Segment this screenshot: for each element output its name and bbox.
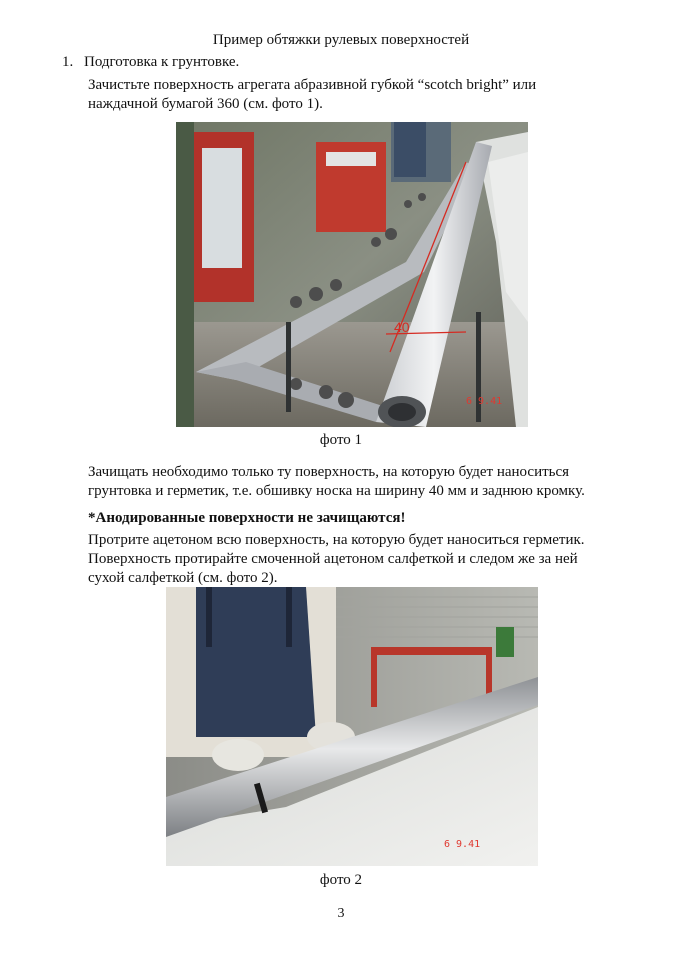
paragraph-3-line-1: Протрите ацетоном всю поверхность, на которую будет наноситься герметик. [88,532,585,548]
paragraph-3 [88,531,648,588]
list-item-1-heading [62,54,239,71]
paragraph-2-line-2: грунтовка и герметик, т.е. обшивку носка на ширину 40 мм и заднюю кромку. [88,483,585,499]
anodized-note: *Анодированные поверхности не зачищаются! [88,510,406,526]
photo-2-image [166,587,538,866]
photo-2-caption: фото 2 [319,872,363,888]
paragraph-1-line-1: Зачистьте поверхность агрегата абразивной губкой “scotch bright” или [88,77,537,93]
paragraph-3-line-2: Поверхность протирайте смоченной ацетоном салфеткой и следом же за ней [88,551,578,567]
photo-2 [166,587,538,866]
paragraph-1 [88,76,648,114]
paragraph-1-line-2: наждачной бумагой 360 (см. фото 1). [88,96,323,112]
page-number: 3 [337,906,345,921]
paragraph-2 [88,463,648,501]
page-title: Пример обтяжки рулевых поверхностей [212,32,470,48]
paragraph-2-line-1: Зачищать необходимо только ту поверхность, на которую будет наноситься [88,464,570,480]
step-heading: Подготовка к грунтовке. [84,54,240,70]
dimension-label: 40 [394,319,410,335]
date-stamp: 6 9.41 [444,839,481,850]
photo-1-image [176,122,528,427]
photo-1 [176,122,528,427]
list-number: 1. [62,54,74,70]
date-stamp: 6 9.41 [466,396,503,407]
paragraph-3-line-3: сухой салфеткой (см. фото 2). [88,570,278,586]
photo-1-caption: фото 1 [319,432,363,448]
